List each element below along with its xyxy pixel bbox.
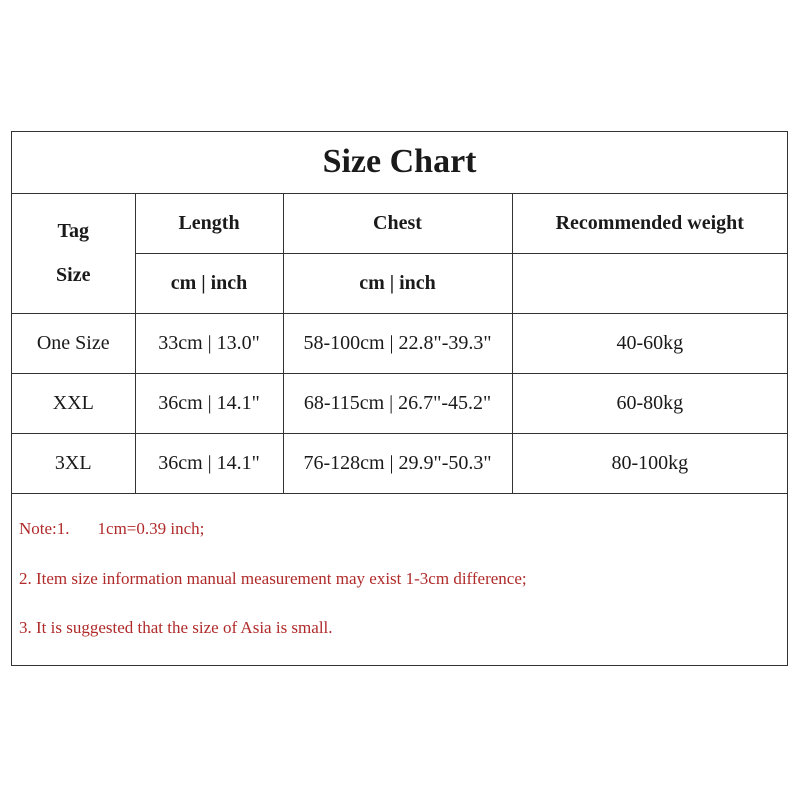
weight-cell: 60-80kg: [512, 373, 787, 433]
note-item: 3. It is suggested that the size of Asia is small.: [19, 618, 333, 637]
size-cell: XXL: [12, 373, 135, 433]
chest-header: Chest: [283, 193, 512, 253]
table-row: [12, 313, 787, 373]
chest-cell: 68-115cm | 26.7"-45.2": [283, 373, 512, 433]
notes-section: [12, 497, 787, 665]
size-table: [12, 132, 787, 494]
table-row: [12, 373, 787, 433]
note-item: [19, 519, 204, 539]
length-cell: 36cm | 14.1": [135, 373, 283, 433]
note-prefix: Note:1.: [19, 519, 70, 538]
size-label: Size: [56, 264, 91, 286]
size-chart-sheet: [11, 131, 788, 666]
table-row: [12, 433, 787, 493]
length-cell: 33cm | 13.0": [135, 313, 283, 373]
chest-unit: cm | inch: [283, 253, 512, 313]
chest-cell: 58-100cm | 22.8"-39.3": [283, 313, 512, 373]
note-text: 1cm=0.39 inch;: [97, 519, 205, 538]
weight-unit: [512, 253, 787, 313]
tag-label: Tag: [57, 220, 89, 242]
chart-title: Size Chart: [12, 132, 787, 193]
note-item: 2. Item size information manual measurement may exist 1-3cm difference;: [19, 569, 527, 588]
tag-size-header: [12, 193, 135, 313]
title-row: [12, 132, 787, 193]
size-cell: 3XL: [12, 433, 135, 493]
weight-cell: 40-60kg: [512, 313, 787, 373]
weight-cell: 80-100kg: [512, 433, 787, 493]
size-cell: One Size: [12, 313, 135, 373]
length-unit: cm | inch: [135, 253, 283, 313]
weight-header: Recommended weight: [512, 193, 787, 253]
chest-cell: 76-128cm | 29.9"-50.3": [283, 433, 512, 493]
header-row: [12, 193, 787, 253]
length-header: Length: [135, 193, 283, 253]
length-cell: 36cm | 14.1": [135, 433, 283, 493]
